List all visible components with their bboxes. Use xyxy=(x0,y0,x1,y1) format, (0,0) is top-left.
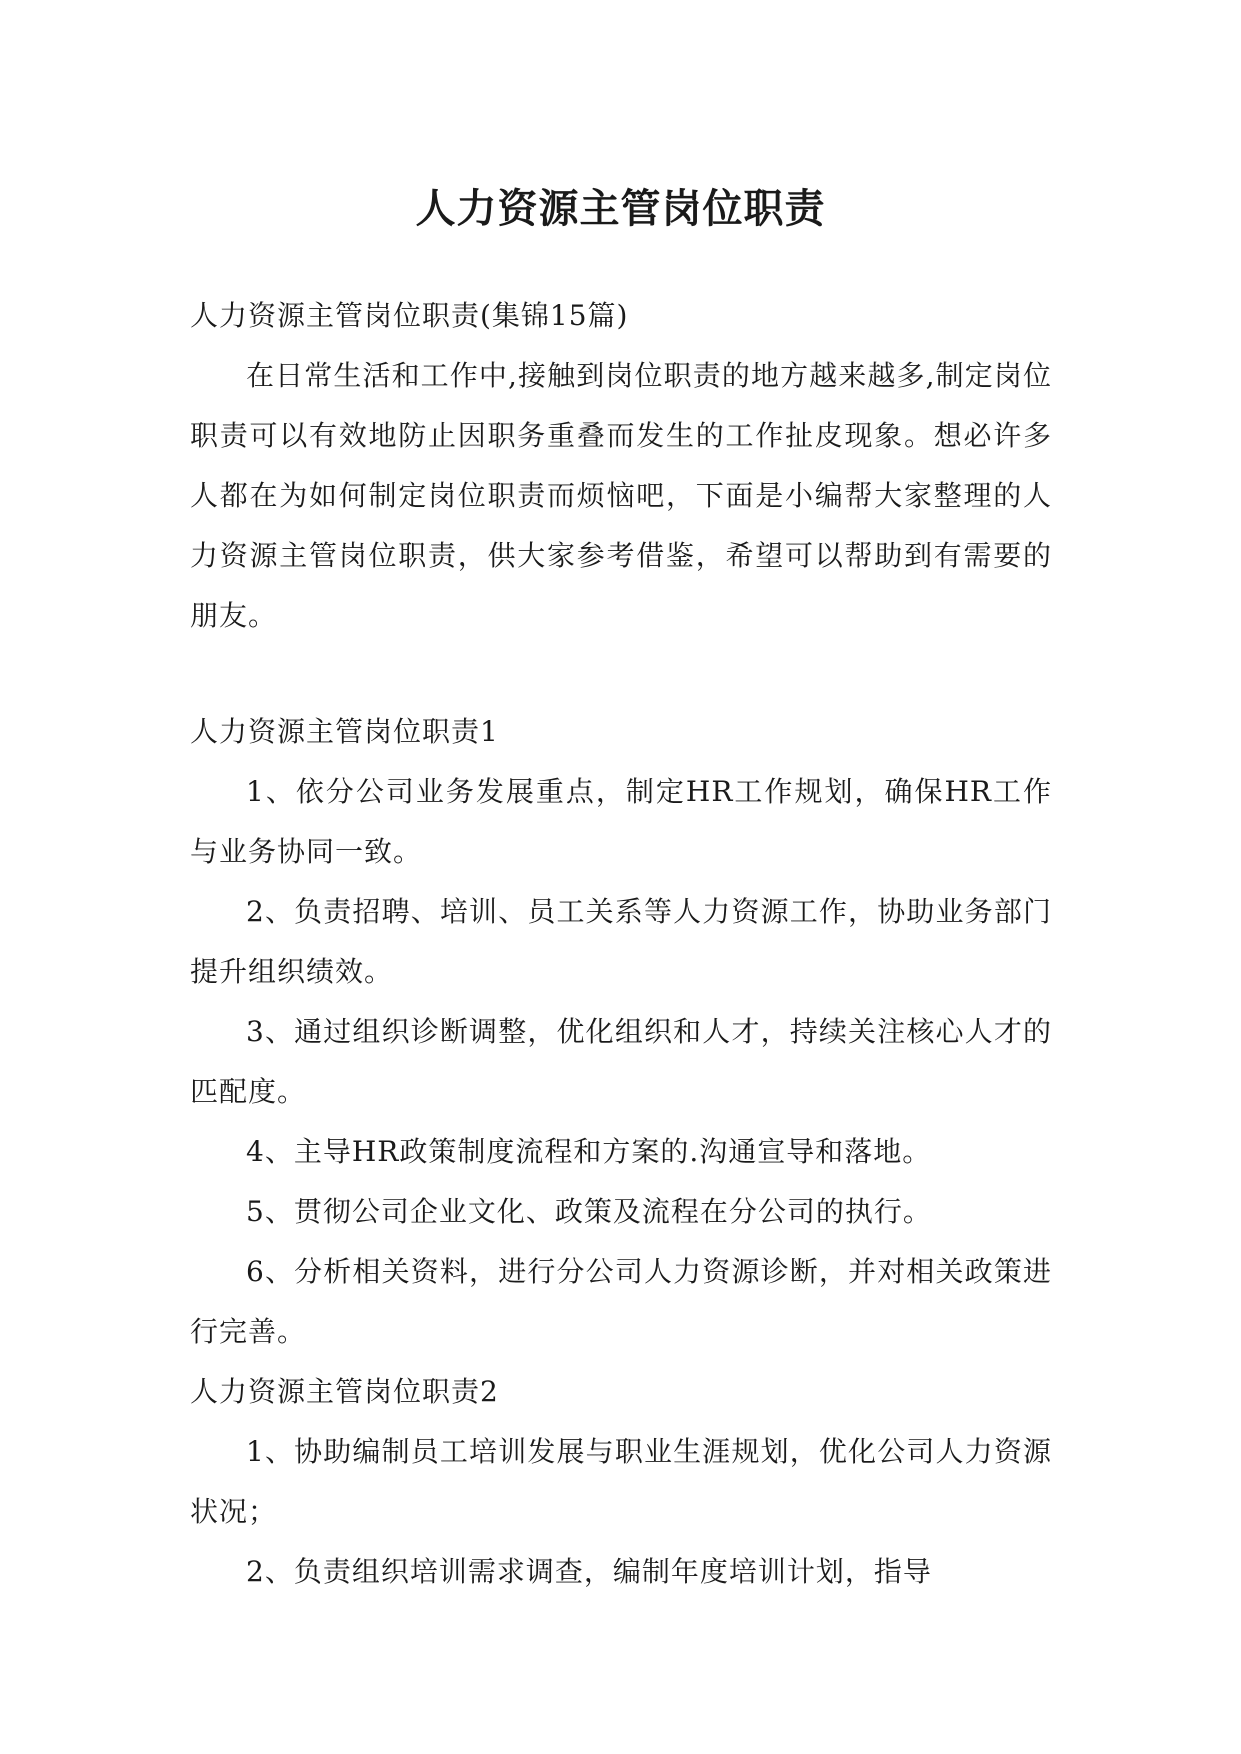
section-2-item-2: 2、负责组织培训需求调查，编制年度培训计划，指导 xyxy=(246,1555,932,1588)
collection-heading: 人力资源主管岗位职责(集锦15篇) xyxy=(190,299,629,332)
section-1-item-4: 4、主导HR政策制度流程和方案的.沟通宣导和落地。 xyxy=(246,1135,932,1168)
document-body xyxy=(190,286,1052,1602)
section-1-item-1: 1、依分公司业务发展重点，制定HR工作规划，确保HR工作与业务协同一致。 xyxy=(190,775,1052,868)
section-1-item-2: 2、负责招聘、培训、员工关系等人力资源工作，协助业务部门提升组织绩效。 xyxy=(190,895,1052,988)
section-1-heading: 人力资源主管岗位职责1 xyxy=(190,715,499,748)
section-2-heading: 人力资源主管岗位职责2 xyxy=(190,1375,499,1408)
section-1-item-6: 6、分析相关资料，进行分公司人力资源诊断，并对相关政策进行完善。 xyxy=(190,1255,1052,1348)
intro-paragraph: 在日常生活和工作中,接触到岗位职责的地方越来越多,制定岗位职责可以有效地防止因职务重叠而发生的工作扯皮现象。想必许多人都在为如何制定岗位职责而烦恼吧，下面是小编帮大家整理的人力资源主管岗位职责，供大家参考借鉴，希望可以帮助到有需要的朋友。 xyxy=(190,359,1052,632)
document-title: 人力资源主管岗位职责 xyxy=(415,185,826,232)
section-1-item-5: 5、贯彻公司企业文化、政策及流程在分公司的执行。 xyxy=(246,1195,932,1228)
section-2-item-1: 1、协助编制员工培训发展与职业生涯规划，优化公司人力资源状况； xyxy=(190,1435,1052,1528)
section-1-item-3: 3、通过组织诊断调整，优化组织和人才，持续关注核心人才的匹配度。 xyxy=(190,1015,1052,1108)
section-spacer xyxy=(190,646,1052,702)
